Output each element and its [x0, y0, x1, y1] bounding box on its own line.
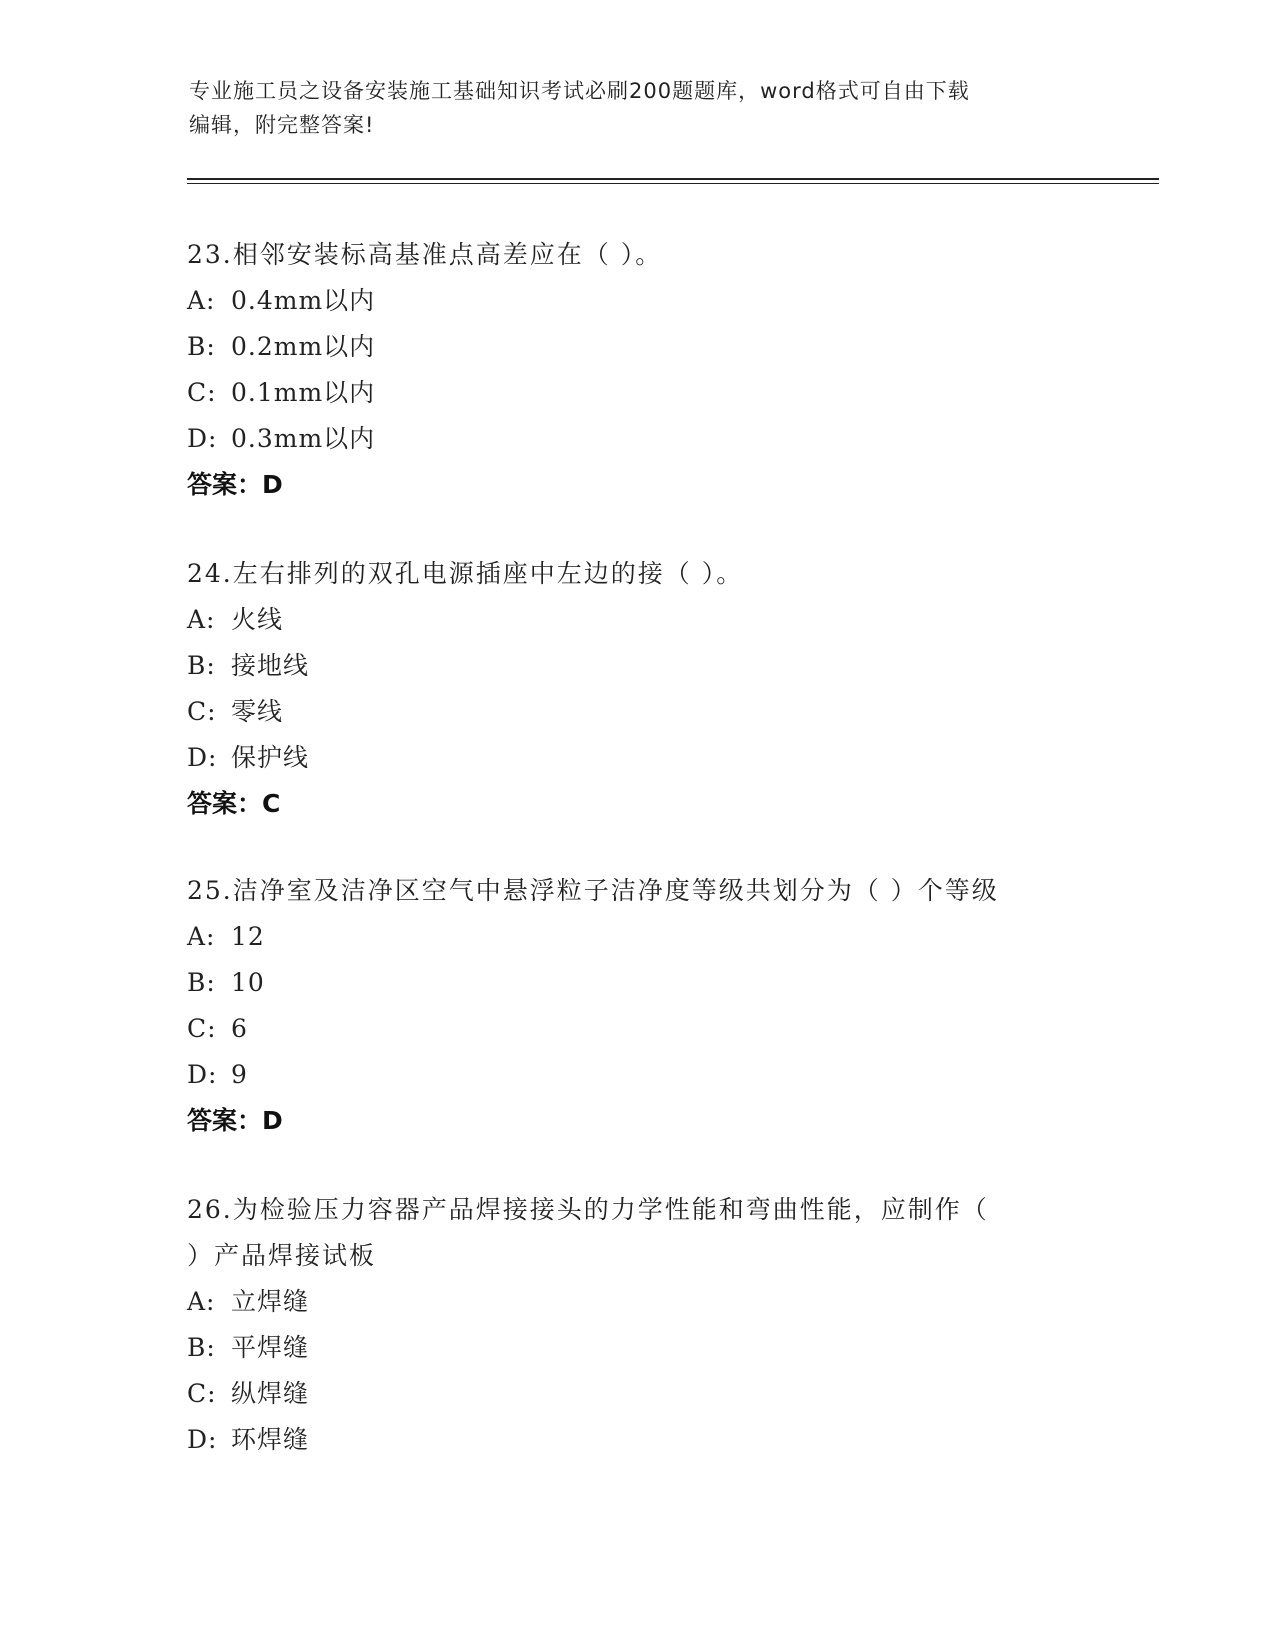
- question-stem-line-1: 26.为检验压力容器产品焊接接头的力学性能和弯曲性能，应制作（: [187, 1195, 989, 1224]
- answer-line: 答案：D: [187, 1106, 283, 1135]
- option-text: 接地线: [231, 651, 310, 680]
- option-key: C:: [187, 378, 217, 407]
- question-25: [187, 868, 1087, 1144]
- option-key: D:: [187, 743, 218, 772]
- option-a: [187, 1279, 1087, 1325]
- header-title-line-1: 专业施工员之设备安装施工基础知识考试必刷200题题库，word格式可自由下载: [189, 79, 970, 103]
- option-text: 0.2mm以内: [231, 332, 376, 361]
- option-key: A:: [187, 1287, 216, 1316]
- option-key: D:: [187, 1060, 218, 1089]
- option-text: 保护线: [231, 743, 310, 772]
- header-divider-thick: [187, 178, 1159, 180]
- option-a: [187, 597, 1087, 643]
- option-key: D:: [187, 424, 218, 453]
- option-d: [187, 1417, 1087, 1463]
- option-key: A:: [187, 922, 216, 951]
- question-stem: 24.左右排列的双孔电源插座中左边的接（ ）。: [187, 559, 744, 588]
- question-stem: 23.相邻安装标高基准点高差应在（ ）。: [187, 240, 663, 269]
- option-key: B:: [187, 332, 216, 361]
- question-23: [187, 232, 1087, 508]
- option-text: 环焊缝: [231, 1425, 310, 1454]
- option-text: 立焊缝: [231, 1287, 310, 1316]
- question-26: [187, 1187, 1087, 1463]
- option-b: [187, 1325, 1087, 1371]
- answer-line: 答案：D: [187, 470, 283, 499]
- option-d: [187, 1052, 1087, 1098]
- option-key: A:: [187, 286, 216, 315]
- option-key: B:: [187, 968, 216, 997]
- header-divider-thin: [187, 183, 1159, 184]
- option-key: C:: [187, 1379, 217, 1408]
- question-stem-line-2: ）产品焊接试板: [187, 1241, 377, 1270]
- answer-line: 答案：C: [187, 789, 281, 818]
- option-key: B:: [187, 651, 216, 680]
- option-text: 零线: [231, 697, 284, 726]
- option-text: 10: [231, 968, 265, 997]
- option-d: [187, 416, 1087, 462]
- option-b: [187, 960, 1087, 1006]
- option-b: [187, 643, 1087, 689]
- option-text: 0.1mm以内: [231, 378, 376, 407]
- option-c: [187, 1006, 1087, 1052]
- option-text: 平焊缝: [231, 1333, 310, 1362]
- question-24: [187, 551, 1087, 827]
- option-c: [187, 689, 1087, 735]
- option-text: 火线: [231, 605, 284, 634]
- option-key: C:: [187, 1014, 217, 1043]
- option-a: [187, 914, 1087, 960]
- question-stem: 25.洁净室及洁净区空气中悬浮粒子洁净度等级共划分为（ ）个等级: [187, 876, 999, 905]
- option-text: 0.4mm以内: [231, 286, 376, 315]
- option-key: C:: [187, 697, 217, 726]
- option-key: B:: [187, 1333, 216, 1362]
- option-text: 纵焊缝: [231, 1379, 310, 1408]
- option-c: [187, 1371, 1087, 1417]
- header-title-line-2: 编辑，附完整答案!: [189, 113, 375, 137]
- option-text: 0.3mm以内: [231, 424, 376, 453]
- option-text: 6: [231, 1014, 248, 1043]
- option-text: 12: [231, 922, 265, 951]
- option-key: A:: [187, 605, 216, 634]
- option-text: 9: [231, 1060, 248, 1089]
- option-key: D:: [187, 1425, 218, 1454]
- document-header: [189, 74, 1069, 142]
- option-b: [187, 324, 1087, 370]
- option-d: [187, 735, 1087, 781]
- option-c: [187, 370, 1087, 416]
- option-a: [187, 278, 1087, 324]
